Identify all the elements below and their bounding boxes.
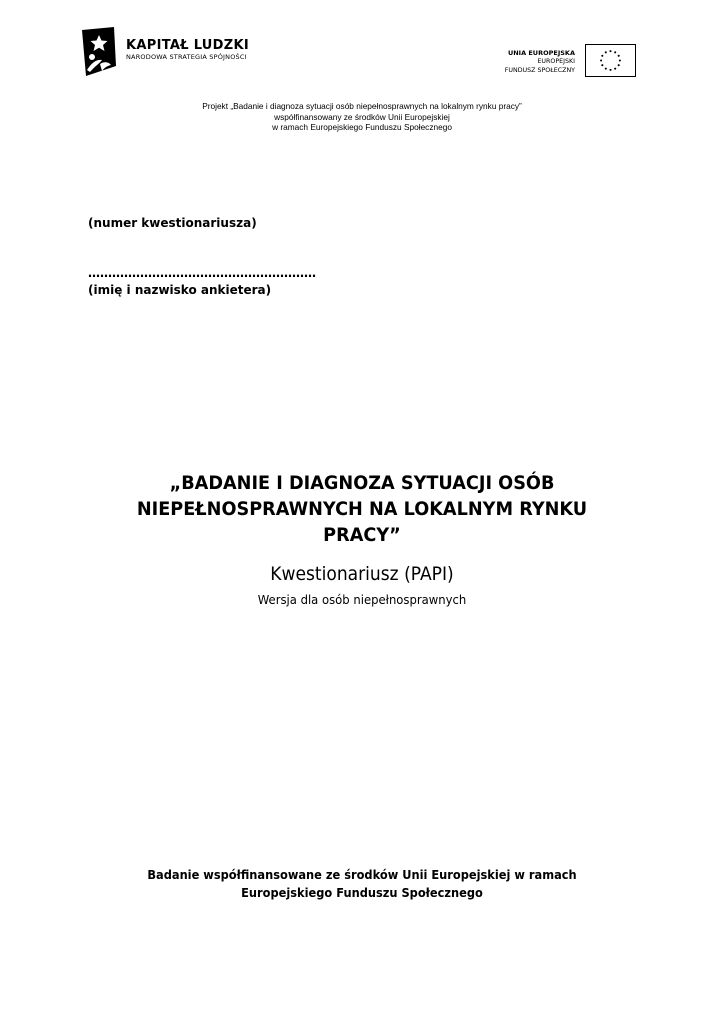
title-line-1: „BADANIE I DIAGNOZA SYTUACJI OSÓB xyxy=(169,472,555,494)
footer-line-2: Europejskiego Funduszu Społecznego xyxy=(241,886,483,900)
questionnaire-number-label: (numer kwestionariusza) xyxy=(88,216,257,230)
footer-line-1: Badanie współfinansowane ze środków Unii Europejskiej w ramach xyxy=(147,868,577,882)
kapital-ludzki-subtitle: NARODOWA STRATEGIA SPÓJNOŚCI xyxy=(126,53,247,61)
questionnaire-type: Kwestionariusz (PAPI) xyxy=(270,563,454,585)
interviewer-name-label: (imię i nazwisko ankietera) xyxy=(88,283,272,297)
interviewer-dotted-line: ………………………………………………… xyxy=(88,266,316,280)
eu-flag-icon xyxy=(585,44,636,77)
questionnaire-version: Wersja dla osób niepełnosprawnych xyxy=(257,592,467,607)
title-line-3: PRACY” xyxy=(323,524,401,546)
kapital-ludzki-title: KAPITAŁ LUDZKI xyxy=(126,38,249,53)
kapital-ludzki-logo xyxy=(80,26,249,78)
project-line-1: Projekt „Badanie i diagnoza sytuacji osób niepełnosprawnych na lokalnym rynku pracy” xyxy=(202,101,522,111)
document-title xyxy=(109,470,615,548)
ue-line-2: EUROPEJSKI xyxy=(537,58,575,65)
project-line-2: współfinansowany ze środków Unii Europejskiej xyxy=(274,111,450,122)
ue-title: UNIA EUROPEJSKA xyxy=(507,49,575,57)
ue-line-3: FUNDUSZ SPOŁECZNY xyxy=(504,66,575,74)
title-line-2: NIEPEŁNOSPRAWNYCH NA LOKALNYM RYNKU xyxy=(136,498,588,520)
eu-logo xyxy=(505,44,636,77)
project-line-3: w ramach Europejskiego Funduszu Społecznego xyxy=(272,122,452,132)
project-description xyxy=(0,101,724,133)
kapital-ludzki-logo-icon xyxy=(80,26,118,78)
funding-footer xyxy=(18,866,706,902)
